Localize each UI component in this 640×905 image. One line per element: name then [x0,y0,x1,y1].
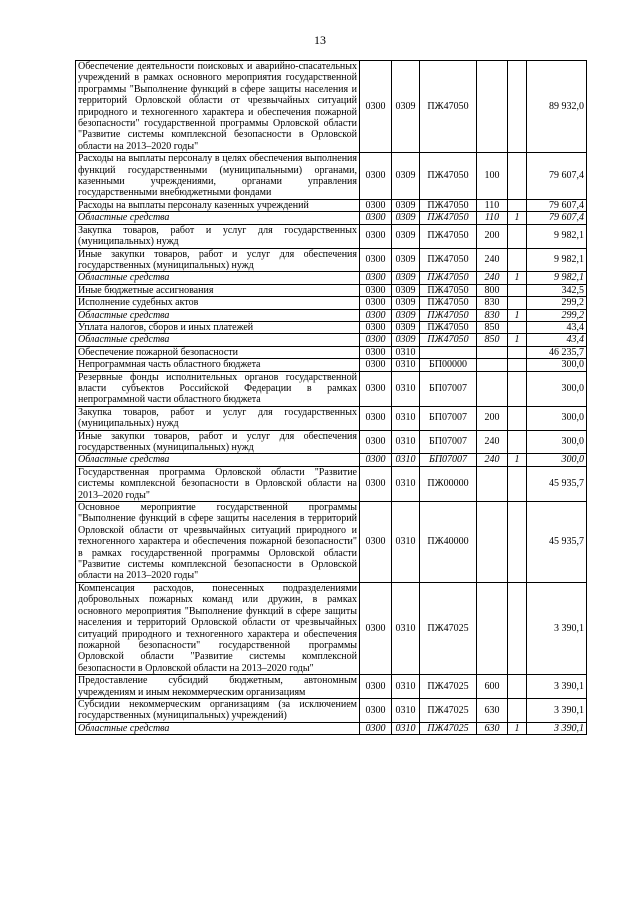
table-row [76,153,587,200]
section-code-cell: 0300 [360,248,392,272]
subsection-code-cell: 0310 [392,466,420,501]
section-code-cell: 0300 [360,153,392,200]
subsection-code-cell: 0309 [392,297,420,309]
table-row [76,321,587,333]
funding-source-cell [508,224,527,248]
row-name-cell: Непрограммная часть областного бюджета [76,359,360,371]
section-code-cell: 0300 [360,675,392,699]
subsection-code-cell: 0310 [392,371,420,406]
subsection-code-cell: 0310 [392,502,420,583]
row-name-cell: Обеспечение деятельности поисковых и аварийно-спасательных учреждений в рамках основного мероприятия государственной программы "Выполнение функций в сфере защиты населения и территорий Орловской области от чрезвычайных ситуаций природного и техногенного характера и обеспечения пожарной безопасности" государственной программы Орловской области "Развитие системы комплексной безопасности в Орловской области на 2013–2020 годы" [76,61,360,153]
expense-type-cell [477,466,508,501]
row-name-cell: Областные средства [76,454,360,466]
expense-type-cell: 110 [477,199,508,211]
section-code-cell: 0300 [360,722,392,734]
section-code-cell: 0300 [360,371,392,406]
amount-cell: 43,4 [527,321,587,333]
subsection-code-cell: 0310 [392,346,420,358]
row-name-cell: Основное мероприятие государственной программы "Выполнение функций в сфере защиты населения в территорий Орловской области от чрезвычайных ситуаций природного и техногенного характера и обеспечения пожарной безопасности" в рамках государственной программы Орловской области "Развитие системы комплексной безопасности в Орловской области на 2013–2020 годы" [76,502,360,583]
table-row [76,297,587,309]
section-code-cell: 0300 [360,698,392,722]
row-name-cell: Расходы на выплаты персоналу в целях обеспечения выполнения функций государственными (муниципальными) органами, казенными учреждениями, органами управления государственными внебюджетными фондами [76,153,360,200]
subsection-code-cell: 0309 [392,284,420,296]
section-code-cell: 0300 [360,224,392,248]
expense-type-cell [477,371,508,406]
expense-type-cell [477,582,508,674]
subsection-code-cell: 0310 [392,454,420,466]
amount-cell: 45 935,7 [527,466,587,501]
amount-cell: 79 607,4 [527,199,587,211]
amount-cell: 300,0 [527,454,587,466]
target-item-cell: ПЖ47050 [420,61,477,153]
amount-cell: 45 935,7 [527,502,587,583]
section-code-cell: 0300 [360,334,392,346]
funding-source-cell: 1 [508,212,527,224]
table-row [76,284,587,296]
table-row [76,199,587,211]
row-name-cell: Областные средства [76,309,360,321]
expense-type-cell: 240 [477,454,508,466]
table-row [76,454,587,466]
section-code-cell: 0300 [360,272,392,284]
funding-source-cell [508,321,527,333]
row-name-cell: Областные средства [76,722,360,734]
target-item-cell: ПЖ47050 [420,248,477,272]
amount-cell: 3 390,1 [527,722,587,734]
table-row [76,722,587,734]
section-code-cell: 0300 [360,359,392,371]
table-row [76,582,587,674]
target-item-cell: ПЖ47050 [420,153,477,200]
row-name-cell: Компенсация расходов, понесенных подразделениями добровольных пожарных команд или дружин, в рамках основного мероприятия "Выполнение функций в сфере защиты населения и территорий Орловской области от чрезвычайных ситуаций природного и техногенного характера и обеспечения пожарной безопасности" государственной программы Орловской области "Развитие системы комплексной безопасности в Орловской области на 2013–2020 годы" [76,582,360,674]
section-code-cell: 0300 [360,502,392,583]
amount-cell: 79 607,4 [527,212,587,224]
funding-source-cell [508,284,527,296]
row-name-cell: Расходы на выплаты персоналу казенных учреждений [76,199,360,211]
target-item-cell: ПЖ47025 [420,722,477,734]
table-row [76,675,587,699]
target-item-cell: ПЖ47050 [420,224,477,248]
expense-type-cell: 240 [477,272,508,284]
amount-cell: 300,0 [527,359,587,371]
row-name-cell: Иные закупки товаров, работ и услуг для обеспечения государственных (муниципальных) нужд [76,248,360,272]
budget-table [75,60,587,735]
expense-type-cell: 240 [477,248,508,272]
amount-cell: 79 607,4 [527,153,587,200]
expense-type-cell: 240 [477,430,508,454]
target-item-cell: БП07007 [420,454,477,466]
subsection-code-cell: 0309 [392,248,420,272]
funding-source-cell: 1 [508,309,527,321]
target-item-cell: ПЖ00000 [420,466,477,501]
row-name-cell: Государственная программа Орловской области "Развитие системы комплексной безопасности в Орловской области на 2013–2020 годы" [76,466,360,501]
funding-source-cell: 1 [508,722,527,734]
table-row [76,466,587,501]
section-code-cell: 0300 [360,297,392,309]
subsection-code-cell: 0309 [392,224,420,248]
row-name-cell: Закупка товаров, работ и услуг для государственных (муниципальных) нужд [76,406,360,430]
subsection-code-cell: 0310 [392,430,420,454]
funding-source-cell [508,359,527,371]
amount-cell: 299,2 [527,309,587,321]
section-code-cell: 0300 [360,430,392,454]
funding-source-cell: 1 [508,334,527,346]
target-item-cell: ПЖ47050 [420,334,477,346]
table-row [76,272,587,284]
amount-cell: 300,0 [527,371,587,406]
amount-cell: 43,4 [527,334,587,346]
table-row [76,334,587,346]
row-name-cell: Субсидии некоммерческим организациям (за исключением государственных (муниципальных) учреждений) [76,698,360,722]
amount-cell: 89 932,0 [527,61,587,153]
target-item-cell: БП07007 [420,371,477,406]
section-code-cell: 0300 [360,582,392,674]
section-code-cell: 0300 [360,406,392,430]
expense-type-cell: 110 [477,212,508,224]
subsection-code-cell: 0309 [392,334,420,346]
expense-type-cell: 800 [477,284,508,296]
section-code-cell: 0300 [360,309,392,321]
row-name-cell: Предоставление субсидий бюджетным, автономным учреждениям и иным некоммерческим организациям [76,675,360,699]
row-name-cell: Областные средства [76,212,360,224]
subsection-code-cell: 0310 [392,722,420,734]
subsection-code-cell: 0309 [392,321,420,333]
expense-type-cell: 830 [477,297,508,309]
amount-cell: 3 390,1 [527,675,587,699]
table-row [76,359,587,371]
page-number: 13 [314,33,326,47]
table-row [76,698,587,722]
subsection-code-cell: 0309 [392,153,420,200]
row-name-cell: Уплата налогов, сборов и иных платежей [76,321,360,333]
amount-cell: 9 982,1 [527,272,587,284]
row-name-cell: Исполнение судебных актов [76,297,360,309]
amount-cell: 46 235,7 [527,346,587,358]
funding-source-cell [508,346,527,358]
target-item-cell: БП07007 [420,430,477,454]
funding-source-cell [508,406,527,430]
amount-cell: 300,0 [527,406,587,430]
target-item-cell: ПЖ40000 [420,502,477,583]
subsection-code-cell: 0310 [392,359,420,371]
subsection-code-cell: 0309 [392,309,420,321]
expense-type-cell: 630 [477,698,508,722]
subsection-code-cell: 0309 [392,212,420,224]
target-item-cell: ПЖ47050 [420,309,477,321]
subsection-code-cell: 0309 [392,199,420,211]
section-code-cell: 0300 [360,199,392,211]
target-item-cell: ПЖ47050 [420,297,477,309]
table-row [76,406,587,430]
funding-source-cell [508,297,527,309]
funding-source-cell [508,430,527,454]
expense-type-cell: 850 [477,334,508,346]
target-item-cell: ПЖ47025 [420,582,477,674]
table-row [76,248,587,272]
subsection-code-cell: 0309 [392,61,420,153]
funding-source-cell: 1 [508,454,527,466]
funding-source-cell [508,199,527,211]
table-row [76,430,587,454]
table-row [76,212,587,224]
table-row [76,346,587,358]
row-name-cell: Областные средства [76,334,360,346]
funding-source-cell [508,582,527,674]
amount-cell: 342,5 [527,284,587,296]
amount-cell: 3 390,1 [527,698,587,722]
funding-source-cell [508,371,527,406]
target-item-cell: ПЖ47025 [420,675,477,699]
row-name-cell: Иные бюджетные ассигнования [76,284,360,296]
table-row [76,224,587,248]
table-row [76,309,587,321]
expense-type-cell: 600 [477,675,508,699]
funding-source-cell: 1 [508,272,527,284]
subsection-code-cell: 0310 [392,698,420,722]
target-item-cell [420,346,477,358]
subsection-code-cell: 0309 [392,272,420,284]
target-item-cell: ПЖ47050 [420,212,477,224]
expense-type-cell [477,502,508,583]
subsection-code-cell: 0310 [392,675,420,699]
target-item-cell: ПЖ47050 [420,284,477,296]
target-item-cell: ПЖ47050 [420,199,477,211]
funding-source-cell [508,502,527,583]
amount-cell: 299,2 [527,297,587,309]
section-code-cell: 0300 [360,212,392,224]
table-row [76,371,587,406]
amount-cell: 300,0 [527,430,587,454]
target-item-cell: ПЖ47025 [420,698,477,722]
target-item-cell: БП00000 [420,359,477,371]
section-code-cell: 0300 [360,346,392,358]
target-item-cell: БП07007 [420,406,477,430]
expense-type-cell [477,346,508,358]
amount-cell: 3 390,1 [527,582,587,674]
expense-type-cell: 630 [477,722,508,734]
section-code-cell: 0300 [360,454,392,466]
section-code-cell: 0300 [360,284,392,296]
expense-type-cell: 100 [477,153,508,200]
row-name-cell: Областные средства [76,272,360,284]
target-item-cell: ПЖ47050 [420,321,477,333]
row-name-cell: Иные закупки товаров, работ и услуг для обеспечения государственных (муниципальных) нужд [76,430,360,454]
funding-source-cell [508,153,527,200]
section-code-cell: 0300 [360,466,392,501]
funding-source-cell [508,61,527,153]
funding-source-cell [508,466,527,501]
table-row [76,61,587,153]
expense-type-cell [477,61,508,153]
row-name-cell: Резервные фонды исполнительных органов государственной власти субъектов Российской Федерации в рамках непрограммной части областного бюджета [76,371,360,406]
target-item-cell: ПЖ47050 [420,272,477,284]
funding-source-cell [508,248,527,272]
table-row [76,502,587,583]
section-code-cell: 0300 [360,321,392,333]
amount-cell: 9 982,1 [527,248,587,272]
row-name-cell: Закупка товаров, работ и услуг для государственных (муниципальных) нужд [76,224,360,248]
subsection-code-cell: 0310 [392,582,420,674]
subsection-code-cell: 0310 [392,406,420,430]
section-code-cell: 0300 [360,61,392,153]
expense-type-cell: 850 [477,321,508,333]
row-name-cell: Обеспечение пожарной безопасности [76,346,360,358]
expense-type-cell [477,359,508,371]
funding-source-cell [508,675,527,699]
expense-type-cell: 830 [477,309,508,321]
amount-cell: 9 982,1 [527,224,587,248]
funding-source-cell [508,698,527,722]
expense-type-cell: 200 [477,224,508,248]
expense-type-cell: 200 [477,406,508,430]
